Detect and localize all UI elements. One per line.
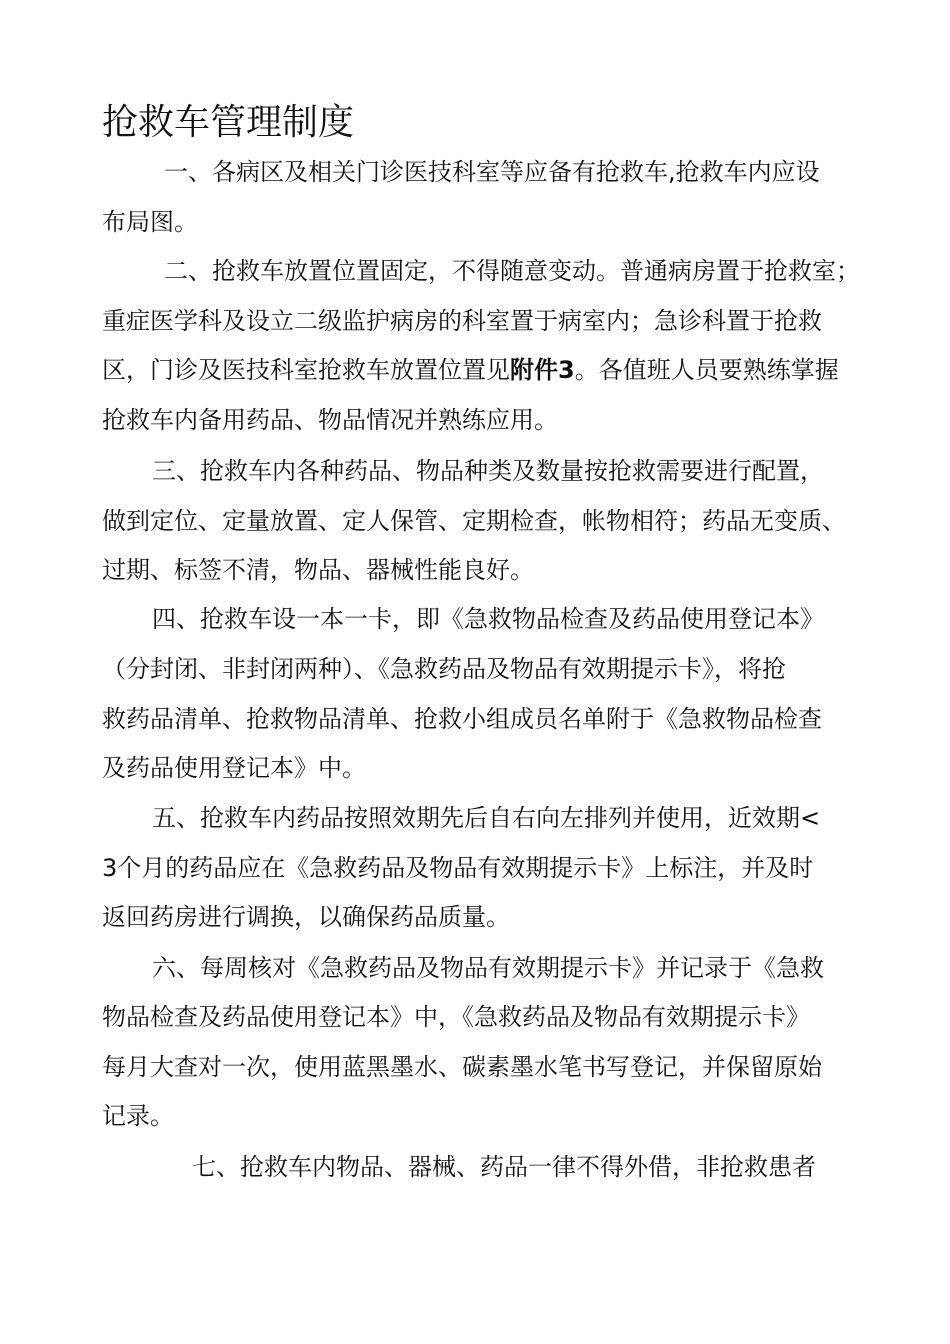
paragraph-6-line-4: 记录。 (102, 1102, 174, 1130)
paragraph-2-line-2: 重症医学科及设立二级监护病房的科室置于病室内；急诊科置于抢救 (102, 307, 822, 335)
paragraph-3-line-3: 过期、标签不清，物品、器械性能良好。 (102, 556, 534, 584)
paragraph-4-line-2: （分封闭、非封闭两种）、《急救药品及物品有效期提示卡》，将抢 (102, 655, 786, 683)
paragraph-4-line-4: 及药品使用登记本》中。 (102, 754, 366, 782)
paragraph-6-line-3: 每月大查对一次，使用蓝黑墨水、碳素墨水笔书写登记，并保留原始 (102, 1053, 822, 1081)
paragraph-5-line-3: 返回药房进行调换，以确保药品质量。 (102, 903, 510, 931)
paragraph-4-line-3: 救药品清单、抢救物品清单、抢救小组成员名单附于《急救物品检查 (102, 705, 822, 733)
paragraph-5-line-1: 五、抢救车内药品按照效期先后自右向左排列并使用，近效期< (152, 804, 821, 832)
paragraph-2-line-1: 二、抢救车放置位置固定，不得随意变动。普通病房置于抢救室； (164, 257, 860, 285)
paragraph-2-line-3 (102, 354, 839, 386)
paragraph-7-line-1: 七、抢救车内物品、器械、药品一律不得外借，非抢救患者 (192, 1153, 816, 1181)
paragraph-2-line-3-tail: 。各值班人员要熟练掌握 (574, 356, 839, 384)
paragraph-5-line-2: 3个月的药品应在《急救药品及物品有效期提示卡》上标注，并及时 (102, 854, 814, 882)
attachment-reference: 附件3 (510, 356, 575, 384)
paragraph-2-line-4: 抢救车内备用药品、物品情况并熟练应用。 (102, 406, 558, 434)
paragraph-3-line-2: 做到定位、定量放置、定人保管、定期检查，帐物相符；药品无变质、 (102, 507, 846, 535)
document-title: 抢救车管理制度 (102, 102, 355, 143)
paragraph-1-line-1: 一、各病区及相关门诊医技科室等应备有抢救车,抢救车内应设 (164, 158, 820, 186)
paragraph-3-line-1: 三、抢救车内各种药品、物品种类及数量按抢救需要进行配置， (152, 457, 824, 485)
paragraph-2-line-3-text: 区，门诊及医技科室抢救车放置位置见 (102, 356, 510, 384)
paragraph-6-line-2: 物品检查及药品使用登记本》中，《急救药品及物品有效期提示卡》 (102, 1003, 810, 1031)
paragraph-4-line-1: 四、抢救车设一本一卡，即《急救物品检查及药品使用登记本》 (152, 605, 824, 633)
paragraph-1-line-2: 布局图。 (102, 208, 198, 236)
paragraph-6-line-1: 六、每周核对《急救药品及物品有效期提示卡》并记录于《急救 (152, 954, 824, 982)
